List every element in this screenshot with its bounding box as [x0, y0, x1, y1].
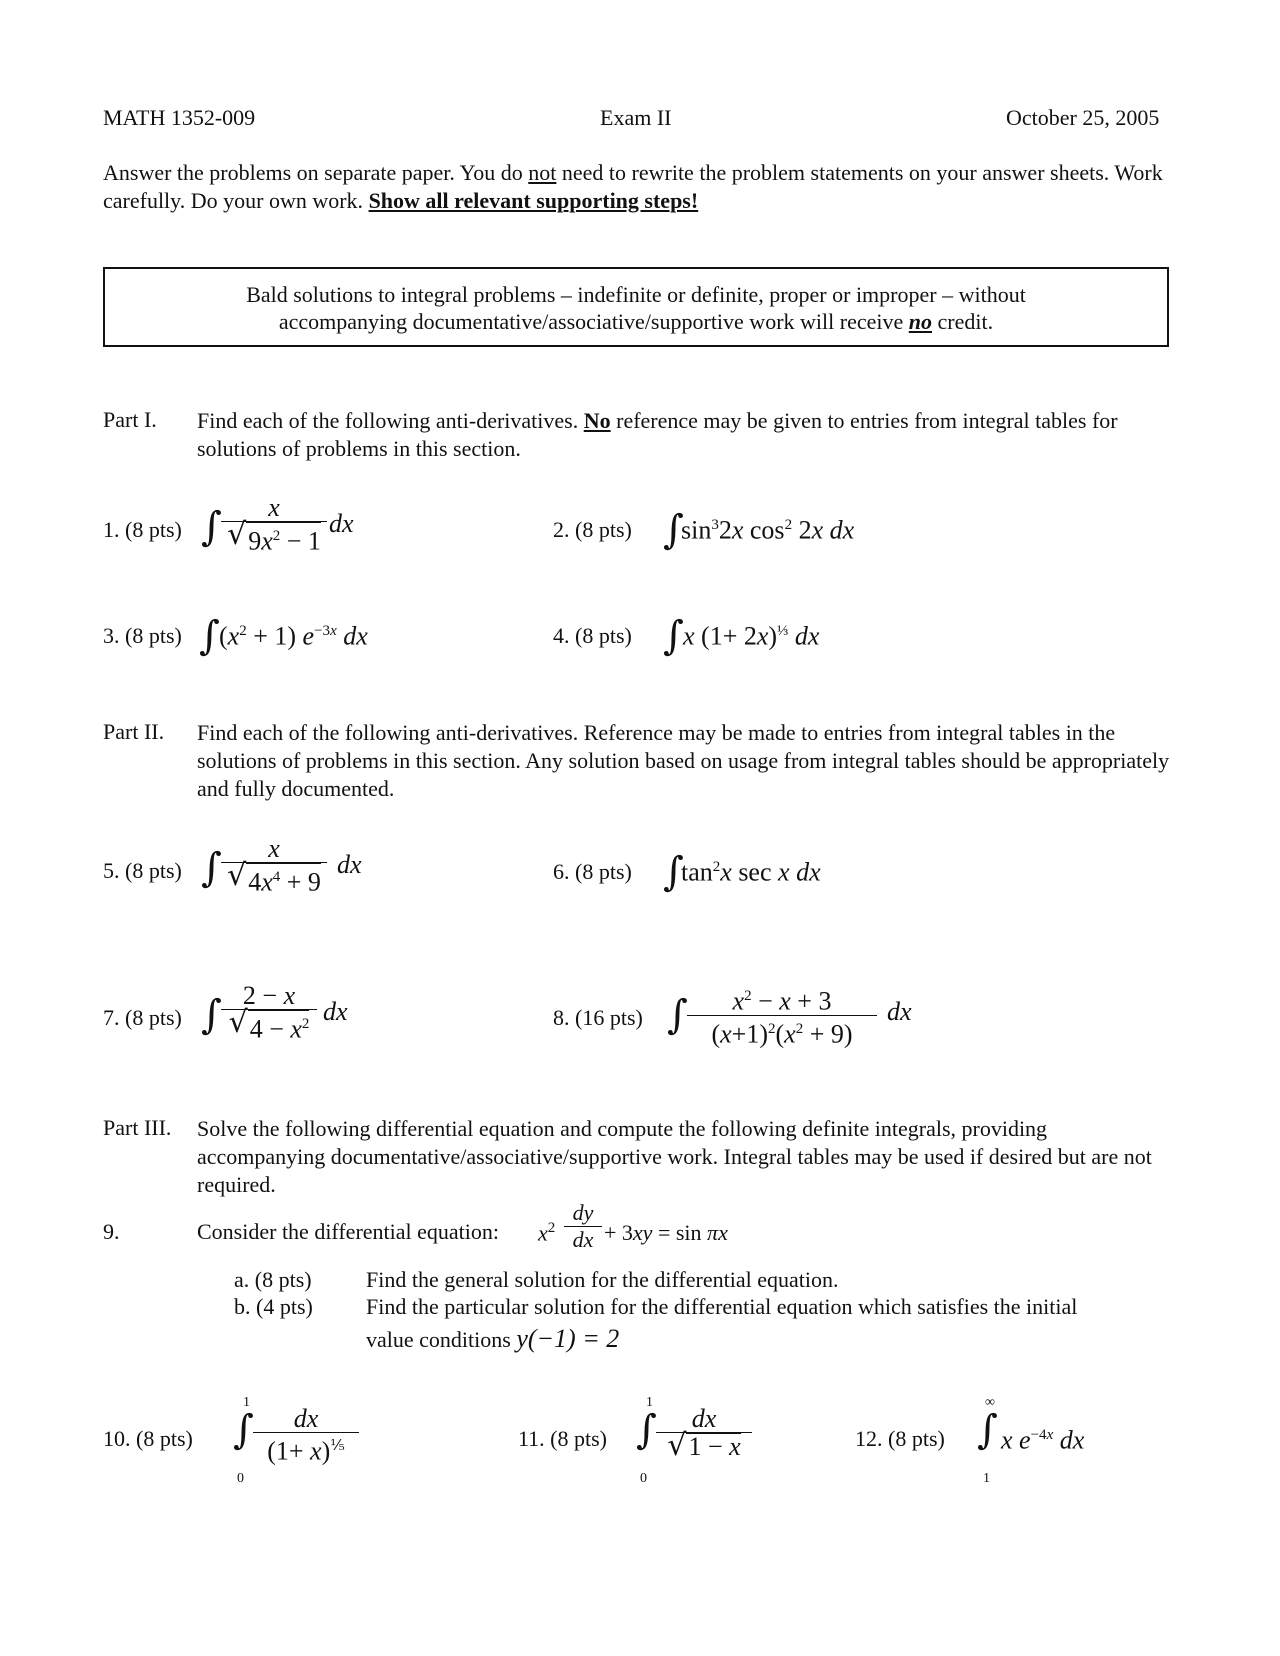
part-3-instructions: Solve the following differential equation and compute the following definite integrals, providing accompanying documentative/associative/supportive work. Integral tables may be used if desired but are not required. [197, 1116, 1152, 1197]
problem-9b-text: Find the particular solution for the differential equation which satisfies the initial [366, 1294, 1078, 1319]
notice-box: Bald solutions to integral problems – indefinite or definite, proper or improper – without accompanying documentative/associative/supportive work will receive no credit. [103, 267, 1169, 347]
exam-page: MATH 1352-009 Exam II October 25, 2005 Answer the problems on separate paper. You do not need to rewrite the problem statements on your answer sheets. Work carefully. Do your own work. Show all relevant supporting steps! Bald solutions to integral problems – indefinite or definite, proper or improper – without accompanying documentative/associative/supportive work will receive no credit. Part I. Find each of the following anti-derivatives. No reference may be given to entries from integral tables for solutions of problems in this section. 1. (8 pts) ∫ $\frac{x}{√9x^2 - 1}$ dx 2. (8 pts) ∫ $\sin^32x$ $\cos^2 2x$ dx 3. (8 pts) ∫ $(x^2 + 1)$ $e^{-3x}$ dx 4. (8 pts) ∫ x $(1+ 2x)^{\frac{1}{3}}$ dx Part II. Find each of the following anti-derivatives. Reference may be made to entries from integral tables in the solutions of problems in this section. Any solution based on usage from integral tables should be appropriately and fully documented. 5. (8 pts) ∫ $\frac{x}{√4x^4 + 9}$ dx 6. (8 pts) ∫ $\tan^2x$ sec x dx 7. (8 pts) ∫ $\frac{2 - x}{√4 - x^2}$ dx 8. (16 pts) ∫ $\frac{x^2 - x + 3}{(x+1)^2(x^2 + 9)}$ dx Part III. Solve the following differential equation and compute the following definite integrals, providing accompanying documentative/associative/supportive work. Integral tables may be used if desired but are not required. 9. Consider the differential equation: $x^2$ $\frac{dy}{dx}$ + 3xy = sin πx a. (8 pts) Find the general solution for the differential equation. b. (4 pts) Find the particular solution for the differential equation which satisfies the initial value conditions y(−1) = 2 10. (8 pts) 1 ∫ 0 $\frac{dx}{(1+ x)^{\frac{1}{5}}}$ 11. (8 pts) 1 ∫ 0 $\frac{dx}{√1 - x}$ 12. (8 pts) ∞ ∫ 1 x $e^{-4x}$ dx [0, 0, 1280, 1656]
problem-9a-text: Find the general solution for the differential equation. [366, 1267, 839, 1292]
exam-title: Exam II [600, 105, 672, 130]
problem-9-number: 9. [103, 1219, 120, 1244]
part-1-instructions: Find each of the following anti-derivatives. No reference may be given to entries from integral tables for solutions of problems in this section. [197, 408, 1118, 461]
problem-9-text: Consider the differential equation: [197, 1219, 500, 1244]
problem-9b-label: b. (4 pts) [234, 1294, 313, 1319]
problem-9b-condition: value conditions y(−1) = 2 [366, 1324, 620, 1353]
exam-date: October 25, 2005 [1006, 105, 1160, 130]
problem-9a-label: a. (8 pts) [234, 1267, 312, 1292]
instructions: Answer the problems on separate paper. You do not need to rewrite the problem statements on your answer sheets. Work carefully. Do your own work. Show all relevant supporting steps! [103, 160, 1163, 213]
part-2-instructions: Find each of the following anti-derivatives. Reference may be made to entries from integral tables in the solutions of problems in this section. Any solution based on usage from integral tables should be appropriately and fully documented. [197, 720, 1170, 801]
part-2-label: Part II. [103, 719, 165, 744]
course-code: MATH 1352-009 [103, 105, 256, 130]
part-3-label: Part III. [103, 1115, 172, 1140]
part-1-label: Part I. [103, 407, 157, 432]
